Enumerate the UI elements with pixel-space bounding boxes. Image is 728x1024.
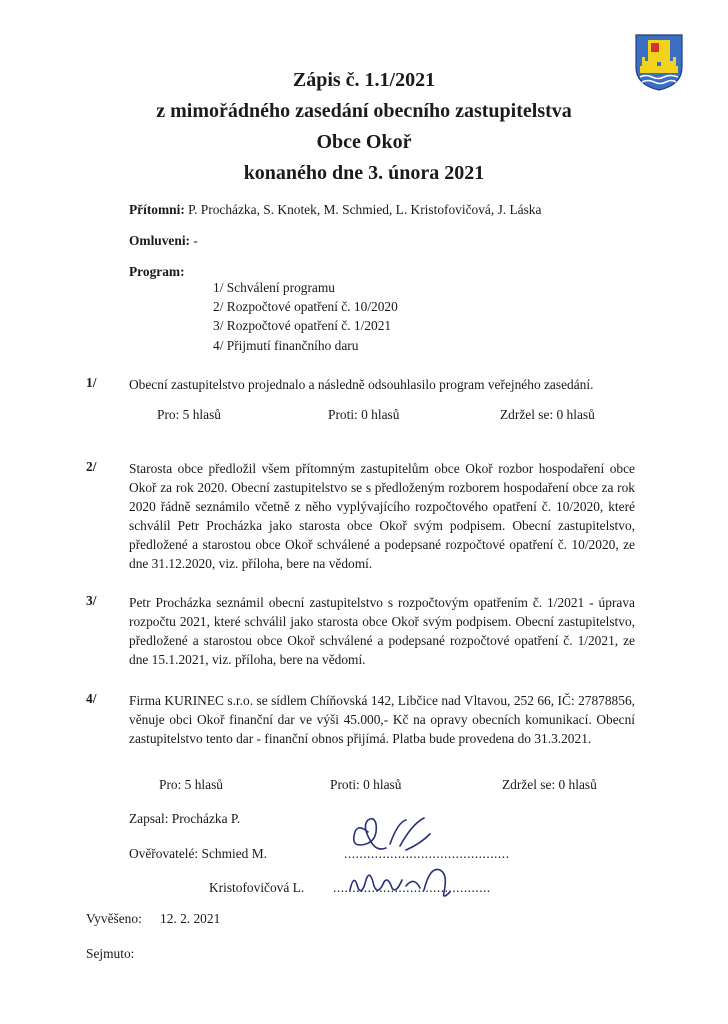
item-text: Starosta obce předložil všem přítomným zastupitelům obce Okoř rozbor hospodaření obce Okoř za rok 2020. Obecní zastupitelstvo se s předloženým rozborem hospodaření obce za rok 2020 řádně seznámilo včetně z něho vyplývajícího rozpočtového opatření č. 10/2020, které schválil Petr Procházka jako starosta obce Okoř svým podpisem. Obecní zastupitelstvo, předložené a starostou obce Okoř schválené a podepsané rozpočtové opatření č. 10/2020, ze dne 31.12.2020, viz. příloha, bere na vědomí. — [129, 461, 635, 571]
document-title-line: Zápis č. 1.1/2021 — [292, 69, 436, 91]
recorder-line: Zapsal: Procházka P. — [129, 811, 241, 826]
present-label: Přítomni: — [129, 202, 185, 217]
vote-pro: Pro: 5 hlasů — [159, 777, 223, 792]
attendance-present — [129, 202, 541, 218]
verifiers-label: Ověřovatelé: Schmied M. — [129, 846, 267, 861]
excused-label: Omluveni: — [129, 233, 191, 248]
program-item: 2/ Rozpočtové opatření č. 10/2020 — [213, 299, 398, 314]
posted-date: 12. 2. 2021 — [160, 911, 221, 926]
posted-label: Vyvěšeno: — [86, 911, 142, 926]
vote-pro: Pro: 5 hlasů — [157, 407, 221, 422]
item-number: 4/ — [86, 691, 97, 706]
signature-icon — [344, 862, 464, 904]
program-item: 4/ Přijmutí finančního daru — [213, 338, 359, 353]
document-title-line: Obce Okoř — [316, 131, 412, 153]
document-title-line: konaného dne 3. února 2021 — [243, 162, 485, 184]
program-item: 1/ Schválení programu — [213, 280, 335, 295]
vote-proti: Proti: 0 hlasů — [328, 407, 400, 422]
item-text: Obecní zastupitelstvo projednalo a následně odsouhlasilo program veřejného zasedání. — [129, 377, 594, 392]
vote-proti: Proti: 0 hlasů — [330, 777, 402, 792]
item-number: 3/ — [86, 593, 97, 608]
document-title-line: z mimořádného zasedání obecního zastupitelstva — [156, 100, 572, 122]
vote-zdrzel: Zdržel se: 0 hlasů — [500, 407, 595, 422]
verifier-name: Kristofovičová L. — [209, 880, 305, 895]
removed-label: Sejmuto: — [86, 946, 135, 961]
signature-line: ......................................... — [333, 880, 491, 895]
item-number: 2/ — [86, 459, 97, 474]
item-text: Firma KURINEC s.r.o. se sídlem Chíňovská 142, Libčice nad Vltavou, 252 66, IČ: 27878856, věnuje obci Okoř finanční dar ve výši 45.000,- Kč na opravy obecních komunikací. Obecní zastupitelstvo tento dar - finanční obnos přijímá. Platba bude provedena do 31.3.2021. — [129, 693, 635, 746]
program-label: Program: — [129, 264, 185, 279]
program-item: 3/ Rozpočtové opatření č. 1/2021 — [213, 318, 392, 333]
present-value: P. Procházka, S. Knotek, M. Schmied, L. Kristofovičová, J. Láska — [188, 202, 542, 217]
item-number: 1/ — [86, 375, 97, 390]
signature-icon — [346, 814, 442, 862]
excused-value: - — [193, 233, 198, 248]
signature-line: ........................................... — [344, 846, 510, 861]
vote-zdrzel: Zdržel se: 0 hlasů — [502, 777, 597, 792]
attendance-excused — [129, 233, 198, 249]
item-text: Petr Procházka seznámil obecní zastupitelstvo s rozpočtovým opatřením č. 1/2021 - úprava rozpočtu 2021, které schválil jako starosta obce Okoř svým podpisem. Obecní zastupitelstvo, předložené a starostou obce Okoř schválené a podepsané rozpočtové opatření č. 1/2021, ze dne 15.1.2021, viz. příloha, bere na vědomí. — [129, 595, 635, 667]
